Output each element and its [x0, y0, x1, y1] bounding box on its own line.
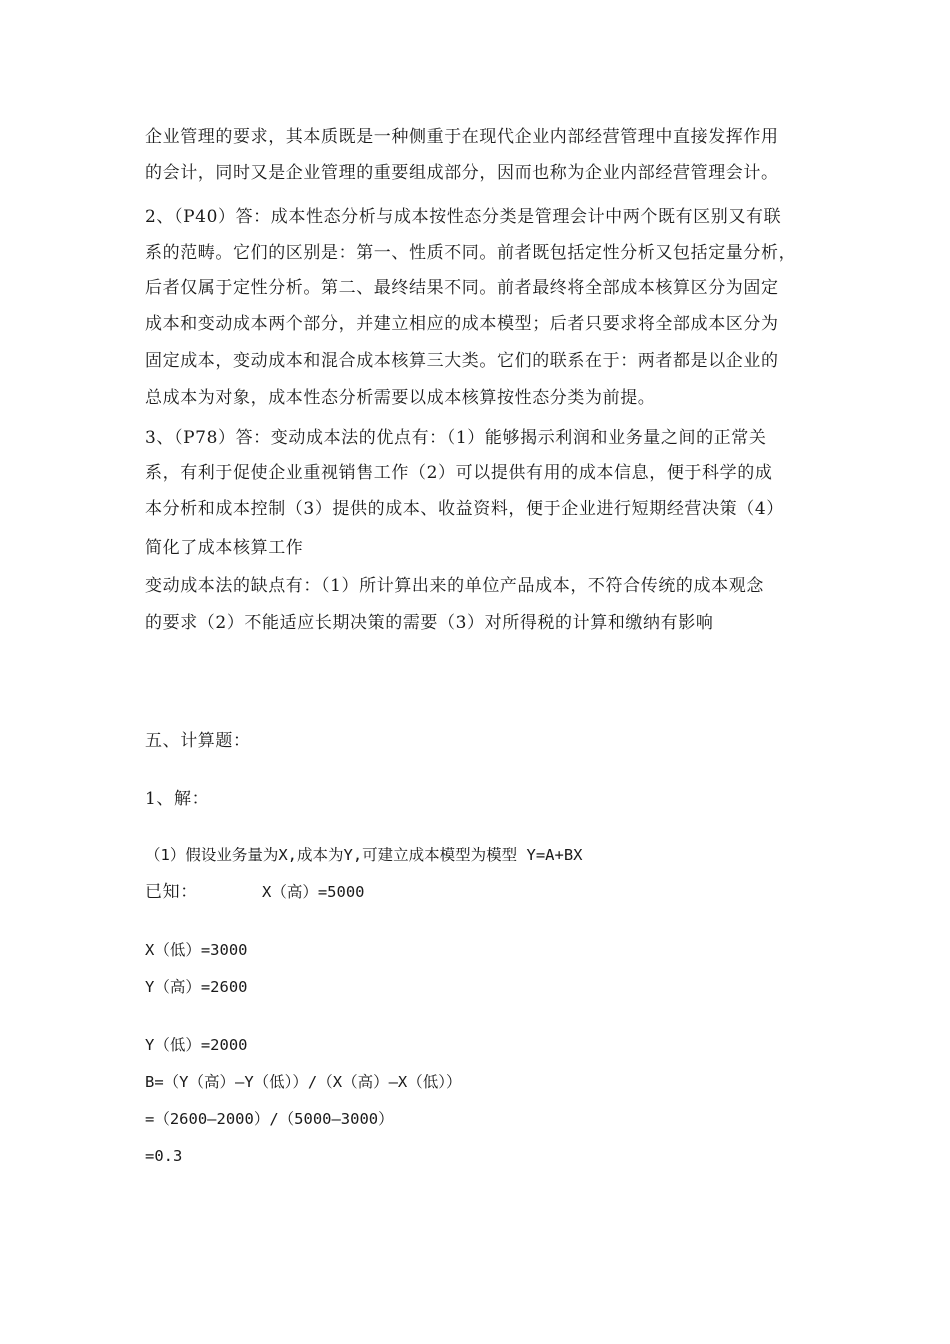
drawbacks-line: 的要求（2）不能适应长期决策的需要（3）对所得税的计算和缴纳有影响 [145, 613, 714, 633]
answer-2-line: 系的范畴。它们的区别是：第一、性质不同。前者既包括定性分析又包括定量分析， [145, 243, 797, 263]
paragraph-line: 企业管理的要求，其本质既是一种侧重于在现代企业内部经营管理中直接发挥作用 [145, 127, 779, 147]
result-b: =0.3 [145, 1147, 183, 1165]
answer-2-line: 固定成本，变动成本和混合成本核算三大类。它们的联系在于：两者都是以企业的 [145, 351, 779, 371]
answer-2-line: 后者仅属于定性分析。第二、最终结果不同。前者最终将全部成本核算区分为固定 [145, 278, 779, 298]
answer-3-line: 本分析和成本控制（3）提供的成本、收益资料，便于企业进行短期经营决策（4） [145, 499, 784, 519]
answer-3-line: 简化了成本核算工作 [145, 538, 304, 558]
paragraph-line: 的会计，同时又是企业管理的重要组成部分，因而也称为企业内部经营管理会计。 [145, 163, 779, 183]
answer-2-line: 总成本为对象，成本性态分析需要以成本核算按性态分类为前提。 [145, 388, 656, 408]
problem-label: 1、解： [145, 789, 210, 809]
answer-2-line: 成本和变动成本两个部分，并建立相应的成本模型；后者只要求将全部成本区分为 [145, 314, 779, 334]
formula-b-values: =（2600—2000）/（5000—3000） [145, 1110, 394, 1128]
answer-3-line: 3、（P78）答：变动成本法的优点有：（1）能够揭示利润和业务量之间的正常关 [145, 428, 767, 448]
x-low-value: X（低）=3000 [145, 941, 248, 959]
drawbacks-line: 变动成本法的缺点有：（1）所计算出来的单位产品成本，不符合传统的成本观念 [145, 576, 764, 596]
answer-2-line: 2、（P40）答：成本性态分析与成本按性态分类是管理会计中两个既有区别又有联 [145, 207, 782, 227]
x-high-value: X（高）=5000 [262, 883, 365, 901]
step-1-text: （1）假设业务量为X,成本为Y,可建立成本模型为模型 Y=A+BX [145, 846, 583, 864]
y-high-value: Y（高）=2600 [145, 978, 248, 996]
y-low-value: Y（低）=2000 [145, 1036, 248, 1054]
answer-3-line: 系，有利于促使企业重视销售工作（2）可以提供有用的成本信息，便于科学的成 [145, 463, 773, 483]
formula-b: B=（Y（高）—Y（低））/（X（高）—X（低）） [145, 1073, 462, 1091]
section-heading: 五、计算题： [145, 731, 251, 751]
known-label: 已知： [145, 882, 198, 902]
